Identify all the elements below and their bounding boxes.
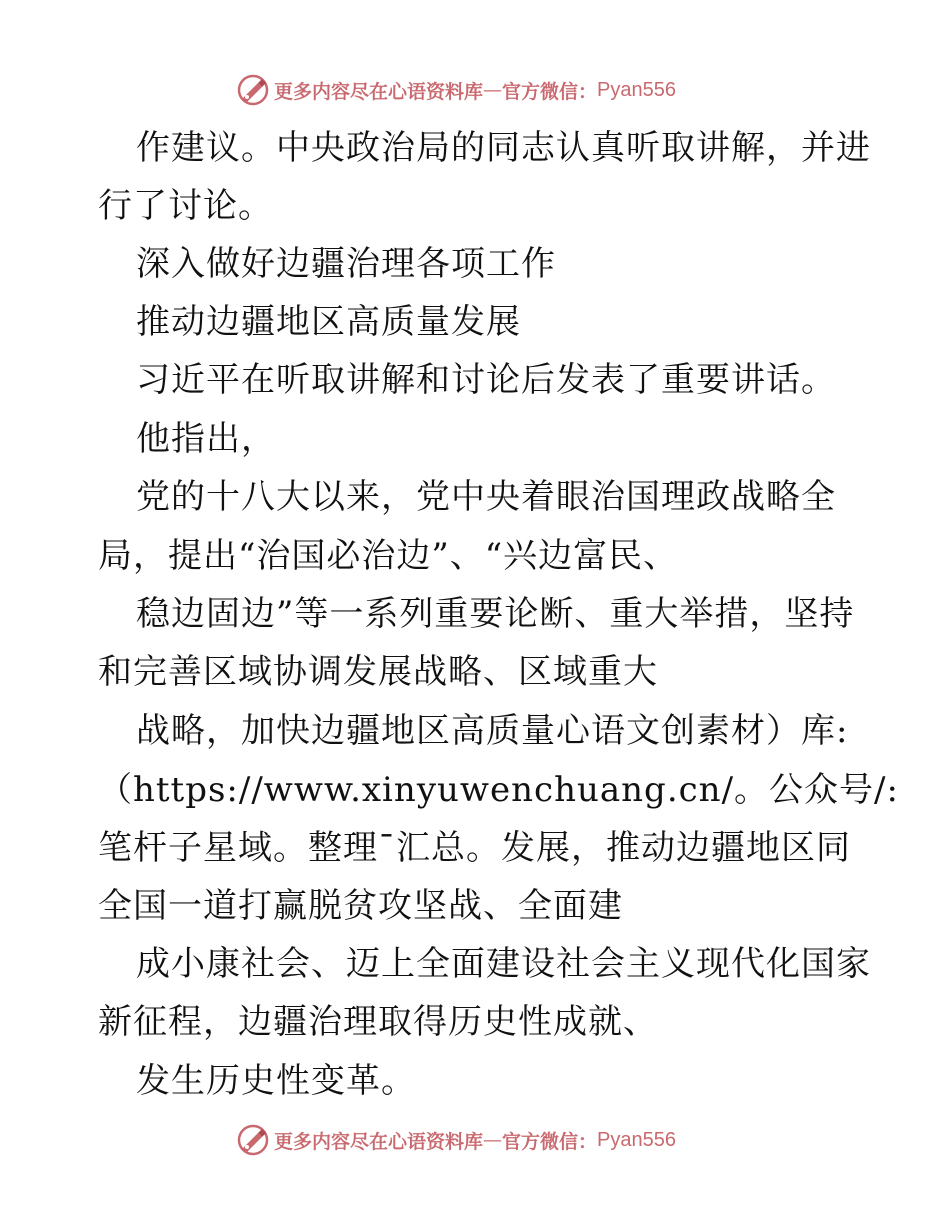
header-banner	[236, 72, 676, 108]
body-line: 发生历史性变革。	[136, 1061, 416, 1101]
body-line: 稳边固边”等一系列重要论断、重大举措，坚持	[136, 594, 855, 634]
banner-text: 更多内容尽在心语资料库	[274, 1130, 484, 1153]
banner-text: 更多内容尽在心语资料库	[274, 80, 484, 103]
body-line: 成小康社会、迈上全面建设社会主义现代化国家	[136, 944, 871, 984]
banner-separator: —	[483, 1129, 503, 1151]
banner-separator: —	[483, 79, 503, 101]
body-line: 推动边疆地区高质量发展	[136, 302, 521, 342]
body-line: 战略，加快边疆地区高质量心语文创素材）库:	[136, 711, 849, 751]
pen-logo-icon	[236, 73, 270, 107]
body-line: 作建议。中央政治局的同志认真听取讲解，并进	[136, 128, 871, 168]
footer-banner	[236, 1122, 676, 1158]
body-line: 全国一道打赢脱贫攻坚战、全面建	[98, 886, 623, 926]
body-line: 局，提出“治国必治边”、“兴边富民、	[98, 536, 679, 576]
banner-wechat-label: 官方微信：	[502, 80, 598, 103]
banner-wechat-id: Pyan556	[597, 78, 676, 101]
banner-wechat-id: Pyan556	[597, 1128, 676, 1151]
body-line: 深入做好边疆治理各项工作	[136, 244, 556, 284]
body-line: 他指出，	[136, 419, 276, 459]
body-line: 新征程，边疆治理取得历史性成就、	[98, 1002, 658, 1042]
banner-wechat-label: 官方微信：	[502, 1130, 598, 1153]
body-line: 和完善区域协调发展战略、区域重大	[98, 652, 658, 692]
body-line: 行了讨论。	[98, 186, 273, 226]
body-line: 笔杆子星域。整理¯汇总。发展，推动边疆地区同	[98, 828, 851, 868]
body-line: （https://www.xinyuwenchuang.cn/。公众号/:	[98, 770, 899, 810]
pen-logo-icon	[236, 1123, 270, 1157]
body-line: 习近平在听取讲解和讨论后发表了重要讲话。	[136, 360, 836, 400]
body-line: 党的十八大以来，党中央着眼治国理政战略全	[136, 477, 836, 517]
